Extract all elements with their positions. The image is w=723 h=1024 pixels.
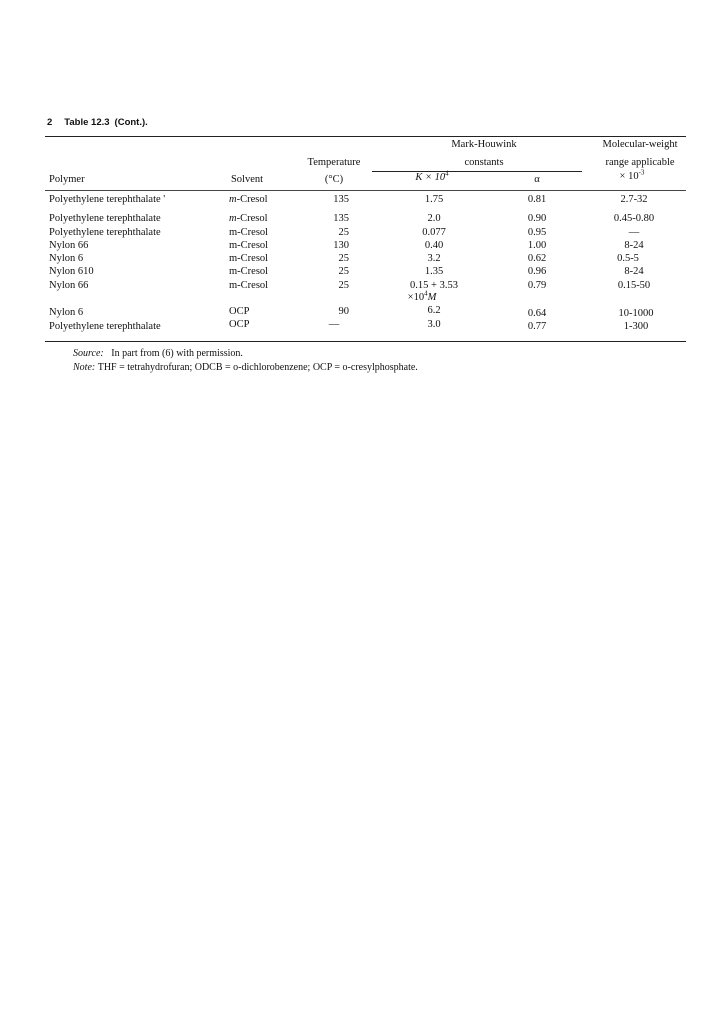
header-k-label: K × 10 — [415, 172, 446, 183]
cell-polymer: Nylon 66 — [49, 240, 89, 251]
header-solvent: Solvent — [230, 174, 264, 185]
cell-alpha: 0.96 — [527, 266, 547, 277]
cell-temperature: 25 — [338, 253, 349, 264]
cell-polymer: Polyethylene terephthalate — [49, 213, 161, 224]
cell-range: — — [628, 227, 640, 238]
header-temperature: Temperature — [307, 157, 361, 168]
cell-temperature: 25 — [338, 280, 349, 291]
header-constants-rule — [372, 171, 582, 172]
cell-polymer: Polyethylene terephthalate — [49, 227, 161, 238]
table-caption — [47, 117, 148, 128]
cell-polymer: Nylon 6 — [49, 307, 84, 318]
cell-temperature: 25 — [338, 227, 349, 238]
cell-range: 0.5-5 — [617, 253, 639, 264]
source-label: Source: — [73, 348, 104, 359]
note-label: Note: — [73, 362, 96, 373]
header-molecular-weight: Molecular-weight — [602, 139, 678, 150]
cell-k: 0.077 — [422, 227, 446, 238]
cell-range: 0.45-0.80 — [613, 213, 655, 224]
cell-range: 8-24 — [624, 266, 644, 277]
cell-alpha: 1.00 — [527, 240, 547, 251]
header-temperature-unit: (°C) — [324, 174, 344, 185]
header-k — [415, 169, 449, 184]
cell-temperature: — — [328, 319, 340, 330]
cell-solvent: OCP — [229, 319, 250, 330]
cell-alpha: 0.95 — [527, 227, 547, 238]
header-constants: constants — [464, 157, 504, 168]
cell-range: 0.15-50 — [617, 280, 651, 291]
cell-solvent: m-Cresol — [229, 266, 269, 277]
cell-polymer: Nylon 610 — [49, 266, 94, 277]
header-mw-factor-label: × 10 — [619, 171, 639, 182]
cell-polymer: Nylon 6 — [49, 253, 84, 264]
cell-temperature: 135 — [333, 213, 349, 224]
cell-temperature: 90 — [338, 306, 349, 317]
header-k-exponent: 4 — [445, 169, 449, 178]
header-mark-houwink: Mark-Houwink — [451, 139, 517, 150]
cell-polymer: Nylon 66 — [49, 280, 89, 291]
header-alpha: α — [534, 174, 540, 185]
cell-k: 3.2 — [427, 253, 441, 264]
source-text: In part from (6) with permission. — [111, 348, 243, 359]
source-line — [73, 348, 243, 360]
cell-range: 1-300 — [623, 321, 649, 332]
header-polymer: Polymer — [49, 174, 85, 185]
cell-k: 6.2 — [427, 305, 441, 316]
cell-solvent: m-Cresol — [229, 240, 269, 251]
header-mw-factor — [619, 168, 645, 183]
cell-alpha: 0.79 — [527, 280, 547, 291]
cell-solvent: m-Cresol — [229, 227, 269, 238]
cell-range: 10-1000 — [618, 308, 654, 319]
cell-solvent: m-Cresol — [229, 280, 269, 291]
cell-solvent: m-Cresol — [229, 253, 269, 264]
header-bottom-rule — [45, 190, 686, 191]
cell-solvent: m-Cresol — [229, 194, 268, 205]
cell-solvent: OCP — [229, 306, 250, 317]
header-range-applicable: range applicable — [605, 157, 675, 168]
note-text: THF = tetrahydrofuran; ODCB = o-dichlorobenzene; OCP = o-cresylphosphate. — [97, 362, 418, 373]
note-line — [73, 362, 418, 374]
table-number: Table 12.3 — [64, 117, 110, 128]
cell-k: 1.35 — [424, 266, 444, 277]
cell-polymer: Polyethylene terephthalate — [49, 321, 161, 332]
cell-alpha: 0.62 — [527, 253, 547, 264]
cell-k-continuation: $\times 10^4M$ — [407, 289, 437, 303]
cell-range: 8-24 — [624, 240, 644, 251]
cell-k: 0.15 + 3.53 — [410, 280, 458, 291]
cell-temperature: 130 — [333, 240, 349, 251]
cell-alpha: 0.64 — [527, 308, 547, 319]
table-bottom-rule — [45, 341, 686, 342]
cell-k: 1.75 — [424, 194, 444, 205]
cell-k: 2.0 — [427, 213, 441, 224]
table-continued: (Cont.). — [114, 117, 148, 128]
table-top-rule — [45, 136, 686, 137]
cell-range: 2.7-32 — [620, 194, 648, 205]
cell-alpha: 0.77 — [527, 321, 547, 332]
cell-alpha: 0.90 — [527, 213, 547, 224]
cell-k: 0.40 — [424, 240, 444, 251]
table-page-number: 2 — [47, 117, 53, 128]
cell-k: 3.0 — [427, 319, 441, 330]
cell-temperature: 135 — [333, 194, 349, 205]
cell-polymer: Polyethylene terephthalate ' — [49, 194, 166, 205]
header-mw-exponent: -3 — [638, 168, 645, 177]
cell-solvent: m-Cresol — [229, 213, 268, 224]
cell-alpha: 0.81 — [527, 194, 547, 205]
cell-temperature: 25 — [338, 266, 349, 277]
